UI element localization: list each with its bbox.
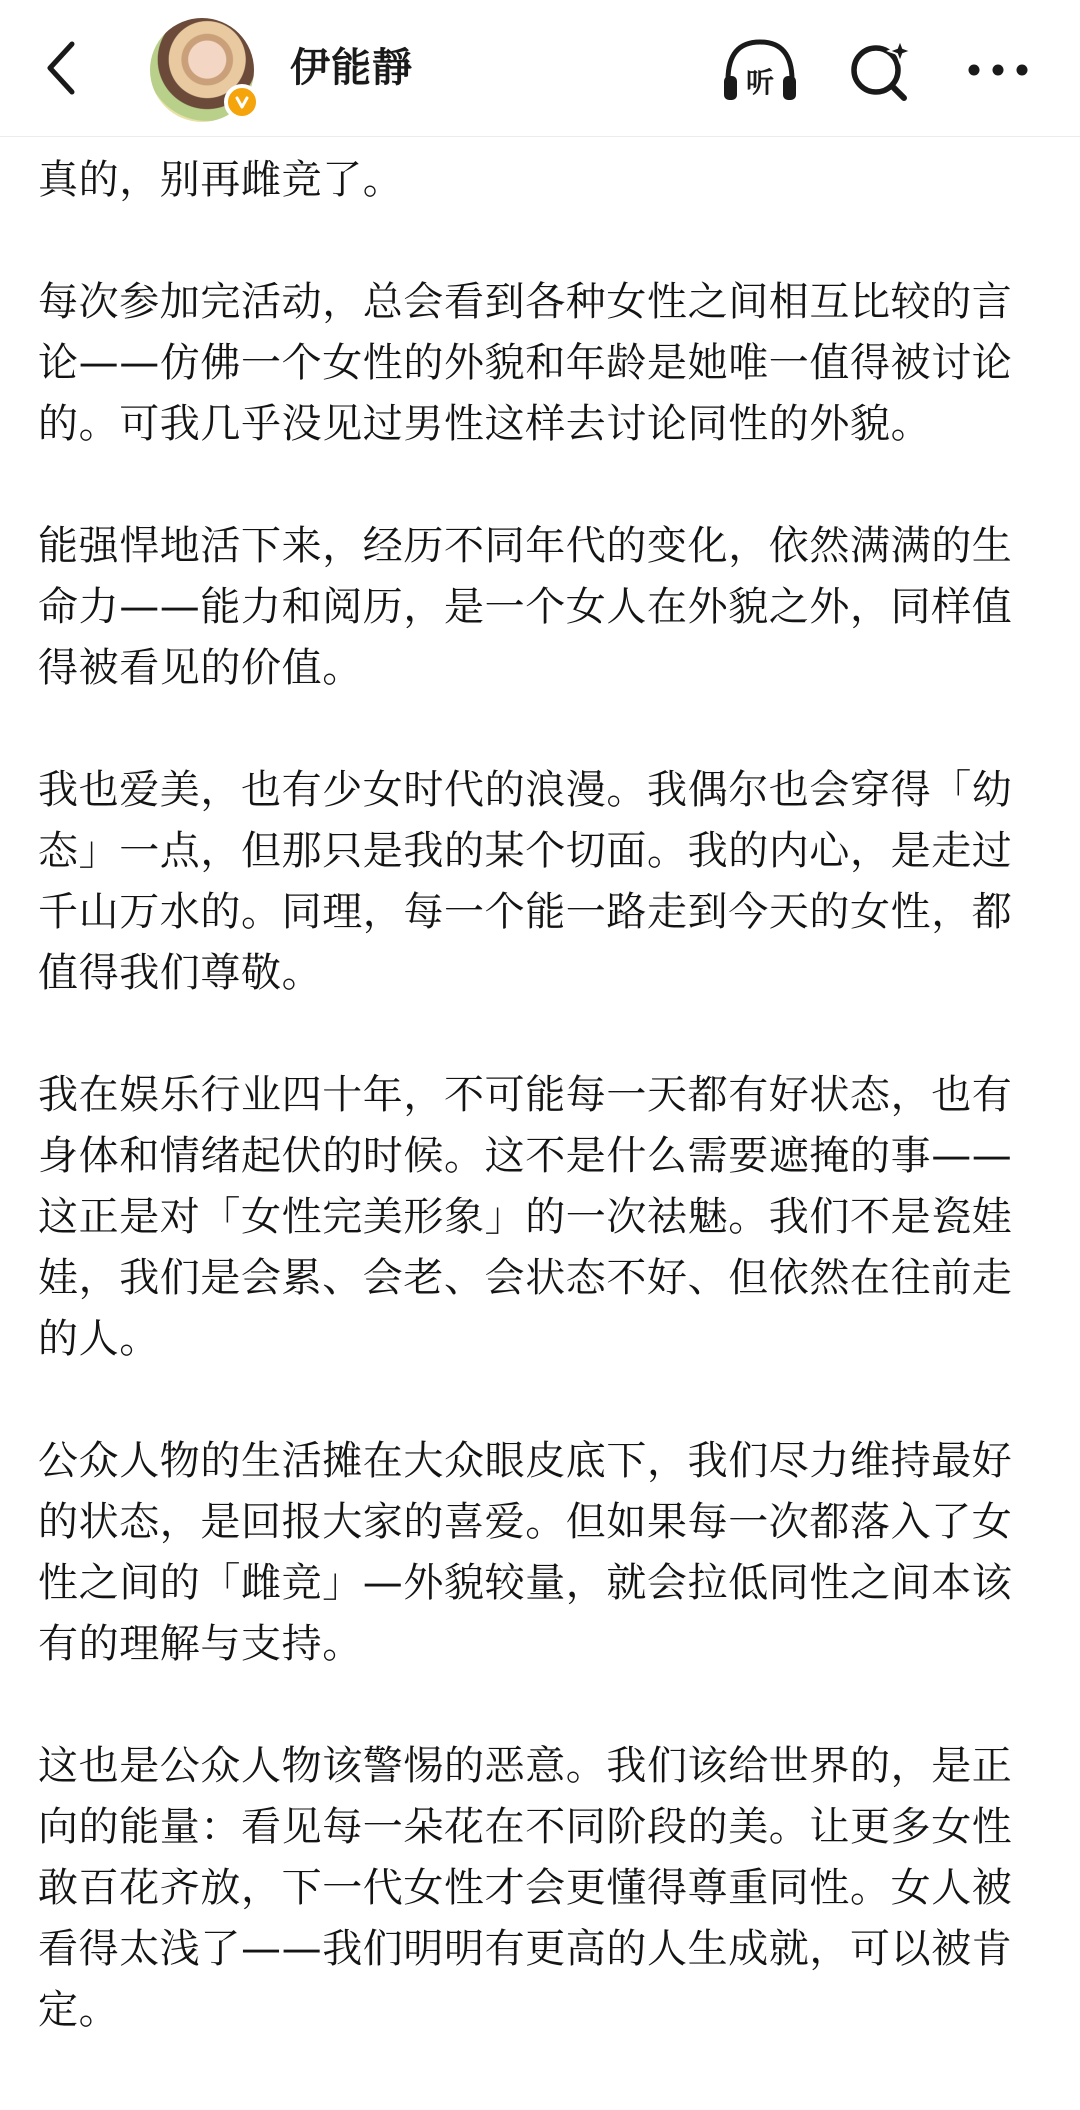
search-button[interactable] [838,30,922,110]
more-button[interactable] [956,30,1040,110]
post-paragraph: 我在娱乐行业四十年，不可能每一天都有好状态，也有身体和情绪起伏的时候。这不是什么需要遮掩的事——这正是对「女性完美形象」的一次祛魅。我们不是瓷娃娃，我们是会累、会老、会状态不好、但依然在往前走的人。 [38,1072,1013,1362]
post-paragraph: 每次参加完活动，总会看到各种女性之间相互比较的言论——仿佛一个女性的外貌和年龄是她唯一值得被讨论的。可我几乎没见过男性这样去讨论同性的外貌。 [38,279,1013,447]
post-paragraph: 公众人物的生活摊在大众眼皮底下，我们尽力维持最好的状态，是回报大家的喜爱。但如果每一次都落入了女性之间的「雌竞」—外貌较量，就会拉低同性之间本该有的理解与支持。 [38,1438,1013,1667]
avatar-button[interactable] [150,18,254,122]
listen-label: 听 [745,66,775,99]
post-paragraph: 这也是公众人物该警惕的恶意。我们该给世界的，是正向的能量：看见每一朵花在不同阶段的美。让更多女性敢百花齐放，下一代女性才会更懂得尊重同性。女人被看得太浅了——我们明明有更高的人生成就，可以被肯定。 [38,1743,1013,2033]
chevron-left-icon [42,38,82,98]
headphones-icon [718,30,802,110]
post-paragraph: 我也爱美，也有少女时代的浪漫。我偶尔也会穿得「幼态」一点，但那只是我的某个切面。我的内心，是走过千山万水的。同理，每一个能一路走到今天的女性，都值得我们尊敬。 [38,767,1013,996]
post-body [38,150,1048,2102]
search-icon [838,30,922,110]
listen-button[interactable] [718,30,802,110]
back-button[interactable] [28,32,96,104]
username[interactable]: 伊能靜 [290,45,413,91]
post-paragraph: 真的，别再雌竞了。 [38,157,404,203]
verified-badge-icon [224,84,260,120]
more-icon [956,30,1040,110]
top-bar [0,0,1080,137]
post-paragraph: 能强悍地活下来，经历不同年代的变化，依然满满的生命力——能力和阅历，是一个女人在外貌之外，同样值得被看见的价值。 [38,523,1013,691]
